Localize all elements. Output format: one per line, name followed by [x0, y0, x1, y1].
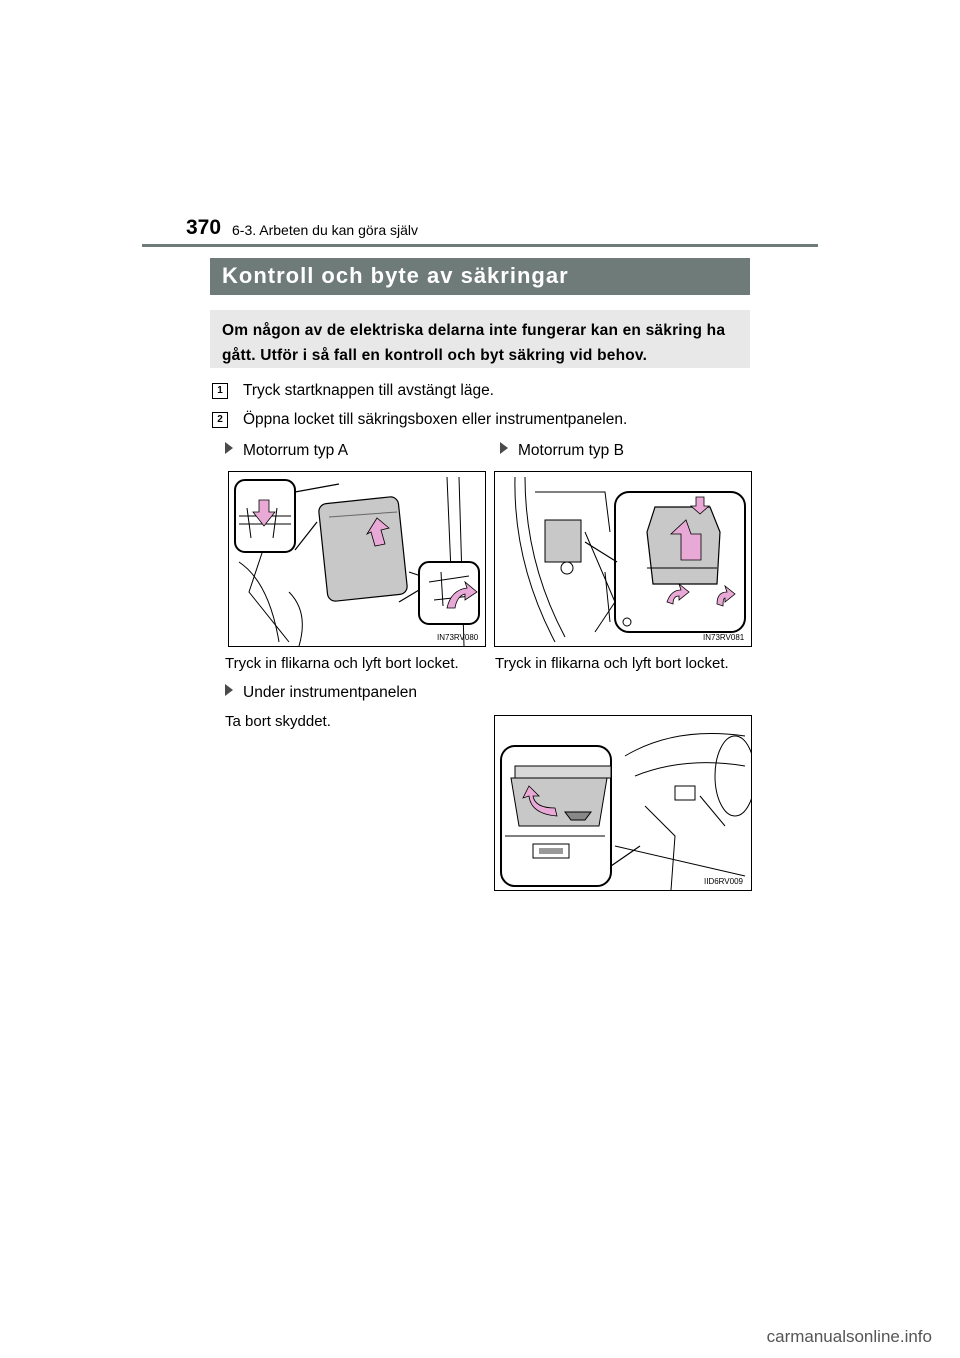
triangle-bullet-icon [225, 442, 233, 454]
engine-bay-b-illustration [495, 472, 751, 646]
caption-c: Ta bort skyddet. [225, 713, 331, 730]
step-number-1: 1 [212, 383, 228, 399]
step-text-2: Öppna locket till säkringsboxen eller instrumentpanelen. [243, 411, 628, 428]
page-title: Kontroll och byte av säkringar [222, 263, 569, 288]
intro-text: Om någon av de elektriska delarna inte fungerar kan en säkring ha gått. Utför i så fall en kontroll och byt säkring vid behov. [222, 322, 726, 364]
figure-code-b: IN73RV081 [703, 633, 745, 642]
figure-code-c: IID6RV009 [704, 877, 743, 886]
variant-c-label [225, 684, 417, 702]
engine-bay-a-illustration [229, 472, 485, 646]
figure-under-instrument-panel [494, 715, 752, 891]
watermark: carmanualsonline.info [766, 1327, 932, 1346]
variant-c-label-text: Under instrumentpanelen [243, 684, 418, 701]
header-rule [142, 244, 818, 247]
variant-b-label-text: Motorrum typ B [518, 442, 624, 459]
figure-code-a: IN73RV080 [437, 633, 479, 642]
variant-a-label [225, 442, 348, 460]
figure-engine-bay-a [228, 471, 486, 647]
variant-a-label-text: Motorrum typ A [243, 442, 349, 459]
section-label: 6-3. Arbeten du kan göra själv [232, 222, 419, 238]
triangle-bullet-icon [500, 442, 508, 454]
triangle-bullet-icon [225, 684, 233, 696]
step-number-2: 2 [212, 412, 228, 428]
instrument-panel-illustration [495, 716, 751, 890]
figure-engine-bay-b [494, 471, 752, 647]
page-number: 370 [186, 216, 222, 239]
step-text-1: Tryck startknappen till avstängt läge. [243, 382, 494, 399]
caption-b: Tryck in flikarna och lyft bort locket. [495, 655, 729, 672]
variant-b-label [500, 442, 624, 460]
caption-a: Tryck in flikarna och lyft bort locket. [225, 655, 459, 672]
